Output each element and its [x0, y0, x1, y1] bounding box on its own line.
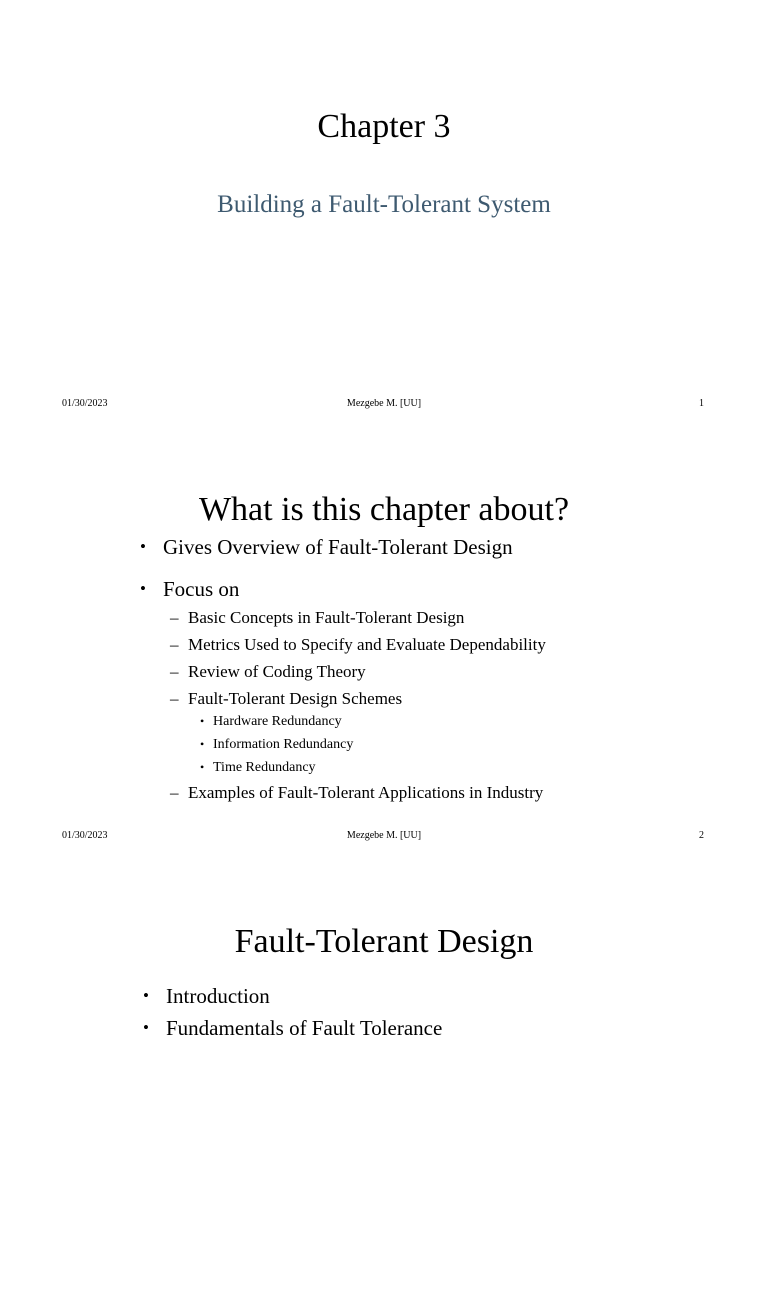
slide-2 [0, 432, 768, 864]
dash-icon: – [170, 608, 179, 627]
footer-author: Mezgebe M. [UU] [346, 830, 422, 841]
slide-1 [0, 0, 768, 432]
footer-date: 01/30/2023 [62, 830, 108, 841]
sub-sub-list-item-text: Time Redundancy [213, 760, 316, 775]
bullet-icon: • [200, 714, 205, 728]
list-item-text: Introduction [166, 984, 270, 1008]
bullet-icon: • [200, 760, 205, 774]
sub-list-item-text: Examples of Fault-Tolerant Applications in Industry [188, 783, 544, 802]
slide-title: What is this chapter about? [198, 491, 570, 528]
bullet-icon: • [200, 737, 205, 751]
footer-author: Mezgebe M. [UU] [346, 398, 422, 409]
bullet-icon: • [143, 986, 149, 1005]
slide-footer [0, 830, 768, 844]
list-item-text: Gives Overview of Fault-Tolerant Design [163, 535, 513, 559]
sub-list-item-text: Basic Concepts in Fault-Tolerant Design [188, 608, 465, 627]
slide-title: Chapter 3 [317, 108, 451, 145]
list-item-text: Focus on [163, 577, 240, 601]
footer-page-number: 2 [699, 830, 704, 841]
sub-sub-list-item-text: Information Redundancy [213, 737, 354, 752]
slide-footer [0, 398, 768, 412]
footer-date: 01/30/2023 [62, 398, 108, 409]
dash-icon: – [170, 662, 179, 681]
bullet-icon: • [143, 1018, 149, 1037]
footer-page-number: 1 [699, 398, 704, 409]
bullet-icon: • [140, 579, 146, 598]
sub-list-item-text: Metrics Used to Specify and Evaluate Dependability [188, 635, 546, 654]
dash-icon: – [170, 635, 179, 654]
sub-sub-list-item-text: Hardware Redundancy [213, 714, 342, 729]
dash-icon: – [170, 783, 179, 802]
slide-subtitle: Building a Fault-Tolerant System [217, 191, 551, 218]
list-item-text: Fundamentals of Fault Tolerance [166, 1016, 443, 1040]
sub-list-item-text: Review of Coding Theory [188, 662, 366, 681]
dash-icon: – [170, 689, 179, 708]
sub-list-item-text: Fault-Tolerant Design Schemes [188, 689, 403, 708]
slide-title: Fault-Tolerant Design [234, 923, 534, 960]
bullet-icon: • [140, 537, 146, 556]
slide-3 [0, 864, 768, 1296]
